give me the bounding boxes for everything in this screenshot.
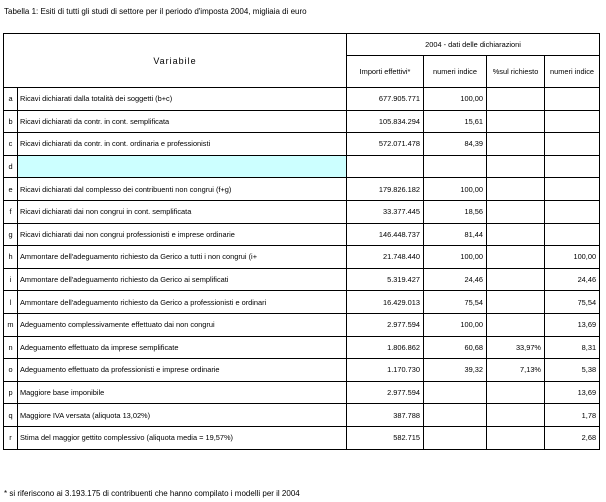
- row-importi: 146.448.737: [347, 223, 424, 246]
- table-row: [4, 223, 600, 246]
- row-label: Ricavi dichiarati da contr. in cont. semplificata: [18, 110, 347, 133]
- row-importi: 5.319.427: [347, 268, 424, 291]
- table-row: [4, 246, 600, 269]
- row-letter: a: [4, 88, 18, 111]
- row-indice-2: [545, 178, 600, 201]
- row-indice: 100,00: [424, 246, 487, 269]
- table-row: [4, 110, 600, 133]
- row-indice-2: 13,69: [545, 313, 600, 336]
- row-letter: p: [4, 381, 18, 404]
- row-letter: g: [4, 223, 18, 246]
- row-perc-richiesto: [487, 291, 545, 314]
- results-table: [3, 33, 600, 450]
- row-letter: r: [4, 426, 18, 449]
- row-perc-richiesto: [487, 88, 545, 111]
- header-numeri-indice-2: numeri indice: [545, 56, 600, 88]
- row-label: Ammontare dell'adeguamento richiesto da Gerico ai semplificati: [18, 268, 347, 291]
- row-indice: [424, 381, 487, 404]
- row-indice-2: [545, 223, 600, 246]
- row-perc-richiesto: [487, 200, 545, 223]
- row-importi: 179.826.182: [347, 178, 424, 201]
- row-indice: 18,56: [424, 200, 487, 223]
- table-row: [4, 313, 600, 336]
- row-indice: 81,44: [424, 223, 487, 246]
- row-letter: q: [4, 404, 18, 427]
- row-indice-2: [545, 200, 600, 223]
- row-indice: 100,00: [424, 313, 487, 336]
- row-indice-2: 5,38: [545, 359, 600, 382]
- row-indice-2: 24,46: [545, 268, 600, 291]
- header-importi-effettivi: Importi effettivi*: [347, 56, 424, 88]
- row-importi: 105.834.294: [347, 110, 424, 133]
- row-letter: c: [4, 133, 18, 156]
- row-label: Ricavi dichiarati dai non congrui in cont. semplificata: [18, 200, 347, 223]
- row-indice-2: 100,00: [545, 246, 600, 269]
- header-group: 2004 - dati delle dichiarazioni: [347, 34, 600, 56]
- table-row: [4, 426, 600, 449]
- row-label: Ammontare dell'adeguamento richiesto da Gerico a professionisti e ordinari: [18, 291, 347, 314]
- row-indice-2: [545, 133, 600, 156]
- row-perc-richiesto: 7,13%: [487, 359, 545, 382]
- table-row: [4, 381, 600, 404]
- table-row: [4, 88, 600, 111]
- footnote: * si riferiscono ai 3.193.175 di contribuenti che hanno compilato i modelli per il 2004: [4, 489, 300, 498]
- table-row: [4, 155, 600, 178]
- row-indice: 39,32: [424, 359, 487, 382]
- row-letter: m: [4, 313, 18, 336]
- row-indice-2: 13,69: [545, 381, 600, 404]
- row-indice: [424, 426, 487, 449]
- row-letter: d: [4, 155, 18, 178]
- row-letter: b: [4, 110, 18, 133]
- row-letter: h: [4, 246, 18, 269]
- row-importi: 2.977.594: [347, 381, 424, 404]
- table-row: [4, 291, 600, 314]
- row-label: Adeguamento complessivamente effettuato dai non congrui: [18, 313, 347, 336]
- row-indice: 24,46: [424, 268, 487, 291]
- row-letter: o: [4, 359, 18, 382]
- header-numeri-indice: numeri indice: [424, 56, 487, 88]
- row-indice-2: [545, 155, 600, 178]
- row-perc-richiesto: 33,97%: [487, 336, 545, 359]
- row-indice: 100,00: [424, 88, 487, 111]
- row-importi: 33.377.445: [347, 200, 424, 223]
- table-title: Tabella 1: Esiti di tutti gli studi di settore per il periodo d'imposta 2004, migliaia di euro: [4, 7, 307, 16]
- row-importi: [347, 155, 424, 178]
- table-row: [4, 268, 600, 291]
- row-perc-richiesto: [487, 110, 545, 133]
- row-perc-richiesto: [487, 178, 545, 201]
- row-perc-richiesto: [487, 381, 545, 404]
- row-label: Stima del maggior gettito complessivo (aliquota media = 19,57%): [18, 426, 347, 449]
- row-indice-2: [545, 88, 600, 111]
- row-indice: [424, 155, 487, 178]
- table-row: [4, 336, 600, 359]
- row-importi: 16.429.013: [347, 291, 424, 314]
- row-indice: 60,68: [424, 336, 487, 359]
- row-importi: 387.788: [347, 404, 424, 427]
- header-perc-richiesto: %sul richiesto: [487, 56, 545, 88]
- row-indice: 84,39: [424, 133, 487, 156]
- row-importi: 1.806.862: [347, 336, 424, 359]
- row-importi: 2.977.594: [347, 313, 424, 336]
- row-indice: 15,61: [424, 110, 487, 133]
- row-letter: n: [4, 336, 18, 359]
- row-perc-richiesto: [487, 268, 545, 291]
- row-indice-2: 1,78: [545, 404, 600, 427]
- row-label: Ricavi dichiarati da contr. in cont. ordinaria e professionisti: [18, 133, 347, 156]
- table-row: [4, 178, 600, 201]
- row-indice-2: 8,31: [545, 336, 600, 359]
- row-importi: 21.748.440: [347, 246, 424, 269]
- row-indice-2: 2,68: [545, 426, 600, 449]
- row-label: Adeguamento effettuato da professionisti e imprese ordinarie: [18, 359, 347, 382]
- row-indice-2: [545, 110, 600, 133]
- row-importi: 1.170.730: [347, 359, 424, 382]
- row-letter: l: [4, 291, 18, 314]
- row-letter: e: [4, 178, 18, 201]
- row-label: Ricavi dichiarati dai non congrui professionisti e imprese ordinarie: [18, 223, 347, 246]
- table-row: [4, 133, 600, 156]
- row-perc-richiesto: [487, 313, 545, 336]
- row-indice-2: 75,54: [545, 291, 600, 314]
- row-label: Ricavi dichiarati dalla totalità dei soggetti (b+c): [18, 88, 347, 111]
- row-importi: 582.715: [347, 426, 424, 449]
- row-importi: 677.905.771: [347, 88, 424, 111]
- table-row: [4, 404, 600, 427]
- row-label: Ammontare dell'adeguamento richiesto da Gerico a tutti i non congrui (i+: [18, 246, 347, 269]
- row-label: Adeguamento effettuato da imprese semplificate: [18, 336, 347, 359]
- row-perc-richiesto: [487, 246, 545, 269]
- header-variabile: Variabile: [4, 34, 347, 88]
- row-perc-richiesto: [487, 155, 545, 178]
- row-indice: 100,00: [424, 178, 487, 201]
- row-perc-richiesto: [487, 223, 545, 246]
- row-label: Maggiore IVA versata (aliquota 13,02%): [18, 404, 347, 427]
- row-indice: 75,54: [424, 291, 487, 314]
- table-row: [4, 200, 600, 223]
- row-label: Maggiore base imponibile: [18, 381, 347, 404]
- row-label: Ricavi dichiarati dal complesso dei contribuenti non congrui (f+g): [18, 178, 347, 201]
- table-row: [4, 359, 600, 382]
- row-letter: f: [4, 200, 18, 223]
- row-perc-richiesto: [487, 404, 545, 427]
- highlighted-empty-cell: [18, 155, 347, 178]
- row-indice: [424, 404, 487, 427]
- row-importi: 572.071.478: [347, 133, 424, 156]
- row-perc-richiesto: [487, 426, 545, 449]
- row-perc-richiesto: [487, 133, 545, 156]
- row-letter: i: [4, 268, 18, 291]
